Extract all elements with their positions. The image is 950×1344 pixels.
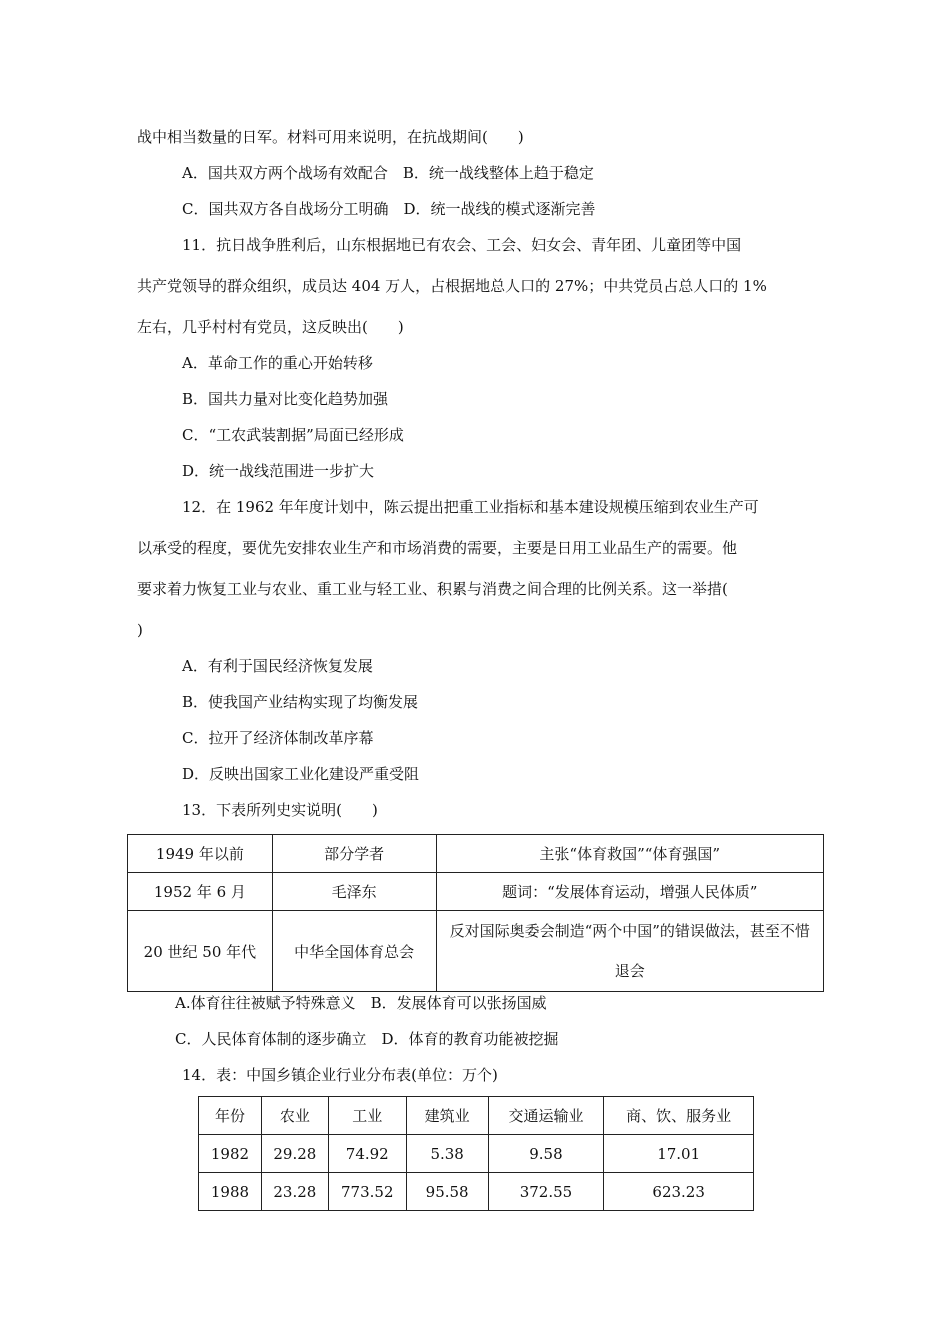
table-cell: 773.52 — [328, 1173, 406, 1211]
column-header: 交通运输业 — [488, 1097, 604, 1135]
table-cell: 1982 — [199, 1135, 262, 1173]
table-cell: 95.58 — [406, 1173, 488, 1211]
option-c: C．拉开了经济体制改革序幕 — [182, 729, 374, 747]
option-a: A．有利于国民经济恢复发展 — [182, 657, 373, 675]
question-13: 13．下表所列史实说明( ) — [182, 801, 378, 819]
column-header: 商、饮、服务业 — [604, 1097, 754, 1135]
option-b: B．国共力量对比变化趋势加强 — [182, 390, 389, 408]
text-line: 左右，几乎村村有党员，这反映出( ) — [137, 318, 404, 336]
option-line: A.体育往往被赋予特殊意义 B．发展体育可以张扬国威 — [175, 994, 547, 1012]
table-cell: 毛泽东 — [272, 873, 436, 911]
text-line: 战中相当数量的日军。材料可用来说明，在抗战期间( ) — [137, 128, 524, 146]
table-cell: 题词：“发展体育运动，增强人民体质” — [436, 873, 823, 911]
table-cell: 623.23 — [604, 1173, 754, 1211]
table-cell: 23.28 — [261, 1173, 328, 1211]
option-line: C．国共双方各自战场分工明确 D．统一战线的模式逐渐完善 — [182, 200, 596, 218]
table-cell: 1952 年 6 月 — [128, 873, 273, 911]
option-line: C．人民体育体制的逐步确立 D．体育的教育功能被挖掘 — [175, 1030, 559, 1048]
table-cell: 20 世纪 50 年代 — [128, 911, 273, 992]
table-cell: 部分学者 — [272, 835, 436, 873]
table-cell: 9.58 — [488, 1135, 604, 1173]
question-12: 12．在 1962 年年度计划中，陈云提出把重工业指标和基本建设规模压缩到农业生产可 — [182, 498, 759, 516]
column-header: 建筑业 — [406, 1097, 488, 1135]
text-line: 要求着力恢复工业与农业、重工业与轻工业、积累与消费之间合理的比例关系。这一举措( — [137, 580, 728, 598]
table-cell: 17.01 — [604, 1135, 754, 1173]
history-facts-table — [127, 834, 824, 992]
table-cell: 5.38 — [406, 1135, 488, 1173]
table-row — [128, 873, 824, 911]
table-cell: 74.92 — [328, 1135, 406, 1173]
table-cell: 1988 — [199, 1173, 262, 1211]
option-a: A．革命工作的重心开始转移 — [182, 354, 373, 372]
table-cell: 中华全国体育总会 — [272, 911, 436, 992]
option-c: C．“工农武装割据”局面已经形成 — [182, 426, 404, 444]
table-cell: 372.55 — [488, 1173, 604, 1211]
option-b: B．使我国产业结构实现了均衡发展 — [182, 693, 419, 711]
column-header: 农业 — [261, 1097, 328, 1135]
table-row — [128, 835, 824, 873]
option-d: D．反映出国家工业化建设严重受阻 — [182, 765, 420, 783]
table-header-row — [199, 1097, 754, 1135]
text-line: 共产党领导的群众组织，成员达 404 万人，占根据地总人口的 27%；中共党员占总人口的 1% — [137, 277, 767, 295]
option-d: D．统一战线范围进一步扩大 — [182, 462, 375, 480]
table-row — [199, 1135, 754, 1173]
table-row — [199, 1173, 754, 1211]
township-enterprise-table — [198, 1096, 754, 1211]
table-cell: 反对国际奥委会制造“两个中国”的错误做法，甚至不惜退会 — [436, 911, 823, 992]
column-header: 工业 — [328, 1097, 406, 1135]
table-cell: 主张“体育救国”“体育强国” — [436, 835, 823, 873]
table-cell: 1949 年以前 — [128, 835, 273, 873]
question-14: 14．表：中国乡镇企业行业分布表(单位：万个) — [182, 1066, 498, 1084]
question-11: 11．抗日战争胜利后，山东根据地已有农会、工会、妇女会、青年团、儿童团等中国 — [182, 236, 742, 254]
column-header: 年份 — [199, 1097, 262, 1135]
table-cell: 29.28 — [261, 1135, 328, 1173]
option-line: A．国共双方两个战场有效配合 B．统一战线整体上趋于稳定 — [182, 164, 594, 182]
text-line: ) — [137, 621, 143, 639]
table-row — [128, 911, 824, 992]
text-line: 以承受的程度，要优先安排农业生产和市场消费的需要，主要是日用工业品生产的需要。他 — [137, 539, 738, 557]
